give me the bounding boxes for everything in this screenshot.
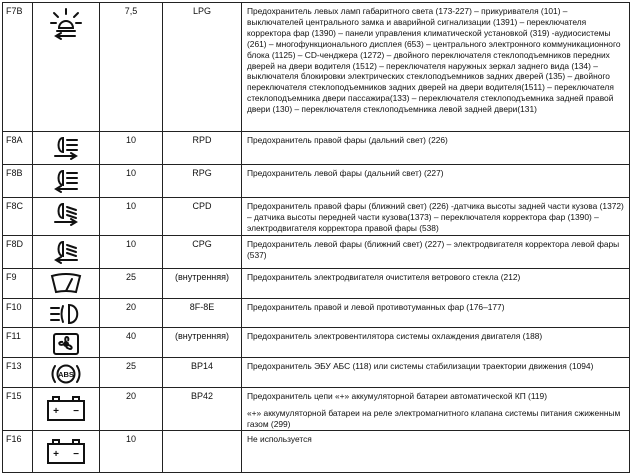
svg-text:+: + xyxy=(53,449,59,461)
fuse-description: Предохранитель левых ламп габаритного света (173-227) – прикуривателя (101) – выключателей центрального замка и аварийной сигнализации (1391) – переключателя корректора фар (1390) – панели управления климатической установкой (319) -аудиосистемы (261) – многофункционального дисплея (653) – центрального электронного коммуникационного блока (1125) – CD-ченджера (1272) – двойного переключателя стеклоподъемников передних дверей на двери водителя (1512) – переключателя наружных зеркал заднего вида (134) – выключателя блокировки электрических стеклоподъемников задних дверей (135) – двойного переключателя стеклоподъемников задних дверей на двери водителя(1511) – переключателя стеклоподъемника двери пассажира(133) – переключателя стеклоподъемника задней правой двери (130) – переключателя стеклоподъемника левой задней двери(131) xyxy=(242,3,630,132)
svg-text:+: + xyxy=(53,405,59,417)
fuse-description: Предохранитель левой фары (дальний свет) (227) xyxy=(242,165,630,198)
svg-text:−: − xyxy=(73,405,79,417)
fuse-id: F16 xyxy=(3,431,33,473)
fuse-description: Предохранитель левой фары (ближний свет) (227) – электродвигателя корректора левой фары (537) xyxy=(242,235,630,268)
fuse-description: Предохранитель ЭБУ АБС (118) или системы стабилизации траектории движения (1094) xyxy=(242,357,630,387)
svg-text:ABS: ABS xyxy=(58,369,74,379)
battery-icon xyxy=(44,392,88,422)
table-row xyxy=(3,268,630,298)
fuse-description: Предохранитель правой и левой противотуманных фар (176–177) xyxy=(242,298,630,327)
amperage: 10 xyxy=(100,132,163,165)
connector-code: LPG xyxy=(163,3,242,132)
amperage: 25 xyxy=(100,268,163,298)
amperage: 10 xyxy=(100,165,163,198)
connector-code: RPG xyxy=(163,165,242,198)
table-row xyxy=(3,198,630,236)
amperage: 7,5 xyxy=(100,3,163,132)
battery-icon xyxy=(44,435,88,465)
amperage: 40 xyxy=(100,327,163,357)
fuse-id: F8D xyxy=(3,235,33,268)
amperage: 10 xyxy=(100,198,163,236)
amperage: 10 xyxy=(100,235,163,268)
fuse-description: Предохранитель электродвигателя очистителя ветрового стекла (212) xyxy=(242,268,630,298)
connector-code xyxy=(163,431,242,473)
fuse-description: Предохранитель правой фары (ближний свет) (226) -датчика высоты задней части кузова (1372) – датчика высоты передней части кузова(1373) – переключателя корректора фар (1390) – электродвигателя корректора правой фары (538) xyxy=(242,198,630,236)
table-row xyxy=(3,327,630,357)
cooling-fan-icon xyxy=(52,332,80,356)
table-row xyxy=(3,165,630,198)
table-row xyxy=(3,3,630,132)
fuse-id: F15 xyxy=(3,387,33,431)
connector-code: BP42 xyxy=(163,387,242,431)
windshield-wiper-icon xyxy=(49,273,83,295)
fuse-description: Предохранитель правой фары (дальний свет) (226) xyxy=(242,132,630,165)
table-row xyxy=(3,431,630,473)
fuse-id: F13 xyxy=(3,357,33,387)
interior-light-icon xyxy=(46,7,86,41)
low-beam-left-icon xyxy=(51,240,81,264)
fuse-id: F8A xyxy=(3,132,33,165)
connector-code: CPG xyxy=(163,235,242,268)
connector-code: 8F-8E xyxy=(163,298,242,327)
table-row xyxy=(3,298,630,327)
low-beam-right-icon xyxy=(51,202,81,226)
fuse-id: F7B xyxy=(3,3,33,132)
amperage: 20 xyxy=(100,387,163,431)
fuse-description: Предохранитель цепи «+» аккумуляторной батареи автоматической КП (119) «+» аккумуляторной батареи на реле электромагнитного клапана системы питания сжиженным газом (299) xyxy=(242,387,630,431)
fuse-id: F11 xyxy=(3,327,33,357)
fuse-id: F8C xyxy=(3,198,33,236)
connector-code: (внутренняя) xyxy=(163,327,242,357)
connector-code: BP14 xyxy=(163,357,242,387)
amperage: 20 xyxy=(100,298,163,327)
high-beam-left-icon xyxy=(51,169,81,193)
svg-text:−: − xyxy=(73,449,79,461)
fuse-id: F9 xyxy=(3,268,33,298)
table-row xyxy=(3,357,630,387)
connector-code: (внутренняя) xyxy=(163,268,242,298)
fuse-table xyxy=(2,2,630,473)
amperage: 10 xyxy=(100,431,163,473)
fuse-description: Предохранитель электровентилятора системы охлаждения двигателя (188) xyxy=(242,327,630,357)
fog-light-icon xyxy=(49,303,83,325)
fuse-id: F8B xyxy=(3,165,33,198)
fuse-id: F10 xyxy=(3,298,33,327)
table-row xyxy=(3,387,630,431)
abs-icon xyxy=(49,362,83,386)
amperage: 25 xyxy=(100,357,163,387)
high-beam-right-icon xyxy=(51,136,81,160)
connector-code: CPD xyxy=(163,198,242,236)
table-row xyxy=(3,132,630,165)
fuse-description: Не используется xyxy=(242,431,630,473)
connector-code: RPD xyxy=(163,132,242,165)
table-row xyxy=(3,235,630,268)
